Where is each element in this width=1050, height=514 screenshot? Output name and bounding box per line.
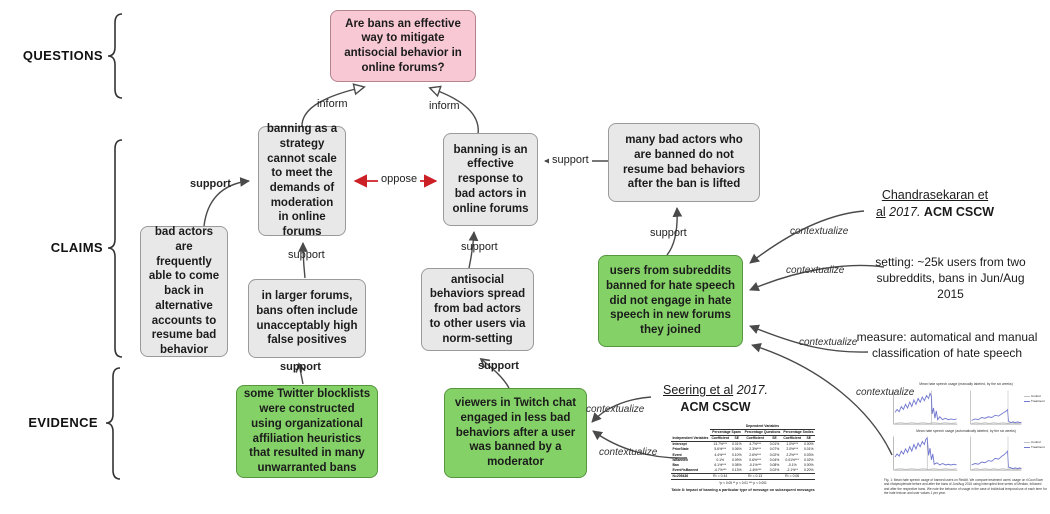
edge-label-support-twitch: support [478, 360, 519, 372]
regression-table [671, 424, 815, 480]
table-row: isBanned 0.1% 0.09% 0.6%*** 0.04% 0.01%*** 0.02% [672, 457, 814, 462]
edge-label-ctx-4: contextualize [856, 387, 915, 398]
citation-seering-year: 2017. [736, 383, 768, 397]
citation-seering-authors: Seering et al [663, 383, 734, 397]
note-measure[interactable]: measure: automatical and manual classification of hate speech [856, 330, 1038, 361]
edge-label-ctx-3: contextualize [799, 337, 858, 348]
edge-label-ctx-6: contextualize [599, 447, 658, 458]
table-group-spam: Percentage Spam [710, 430, 743, 436]
note-setting[interactable]: setting: ~25k users from two subreddits, bans in Jun/Aug 2015 [875, 255, 1026, 302]
chart-top-right [966, 389, 1022, 427]
legend-treatment: Treatment [1031, 444, 1045, 449]
table-row: Event 4.4%*** 0.10% 2.6%*** 0.02% 2.2%*** 0.03% [672, 452, 814, 457]
claim-node-false-positives[interactable]: in larger forums, bans often include unacceptably high false positives [248, 279, 366, 358]
table-subcol: SE [767, 436, 782, 442]
edge-label-inform-left: inform [317, 98, 348, 110]
claim-node-norm-setting[interactable]: antisocial behaviors spread from bad actors to other users via norm-setting [421, 268, 534, 351]
charts-title-mid: Mean hate speech usage (automatically labeled, by the six weeks) [916, 429, 1016, 433]
row-braces [106, 14, 122, 479]
table-footnote: *p < 0.05 ** p < 0.01 *** p < 0.001 [719, 481, 767, 486]
citation-seering-venue: ACM CSCW [680, 399, 751, 414]
table-row: PriorState 5.6%*** 0.06% 2.3%*** 0.07% 2.0%*** 0.01% [672, 447, 814, 452]
table-group-questions: Percentage Questions [744, 430, 781, 435]
regression-table-figure[interactable] [628, 424, 858, 492]
table-subcol: SE [730, 436, 743, 442]
legend-control: Control [1031, 440, 1041, 444]
edge-label-support-blocklists: support [280, 361, 321, 373]
claim-node-cannot-scale[interactable]: banning as a strategy cannot scale to meet the demands of moderation in online forums [258, 126, 346, 236]
citation-seering[interactable] [638, 382, 793, 416]
claim-node-come-back[interactable]: bad actors are frequently able to come back in alternative accounts to resume bad behavior [140, 226, 228, 357]
table-row: Ban 6.1%*** 0.08% -0.1%*** 0.08% -0.1% 0.00% [672, 462, 814, 467]
edge-label-ctx-1: contextualize [790, 226, 849, 237]
chart-bottom-left [888, 435, 958, 473]
table-subcol: Coefficient [783, 436, 801, 441]
edge-ctx-chandrasekaran-subreddits [750, 211, 864, 263]
row-label-claims: CLAIMS [50, 240, 103, 255]
chart-bottom-right [966, 435, 1022, 473]
table-caption: Table 8: Impact of banning a particular type of message on subsequent messages [671, 488, 815, 493]
table-row-header: Independent Variables [672, 435, 709, 440]
brace-evidence [106, 368, 120, 479]
chart-legend-bottom [1024, 440, 1050, 450]
evidence-node-twitch[interactable]: viewers in Twitch chat engaged in less bad behaviors after a user was banned by a moderator [444, 388, 587, 478]
citation-chandrasekaran-authors-line1: Chandrasekaran et [881, 188, 989, 202]
claim-node-effective-response[interactable]: banning is an effective response to bad actors in online forums [443, 133, 538, 226]
table-subcol: Coefficient [711, 436, 729, 441]
brace-questions [108, 14, 122, 98]
claim-node-no-resume[interactable]: many bad actors who are banned do not resume bad behaviors after the ban is lifted [608, 123, 760, 202]
row-label-evidence: EVIDENCE [28, 415, 98, 430]
charts-title-top: Mean hate speech usage (manually labeled, by the six weeks) [919, 382, 1013, 386]
table-subcol: Coefficient [743, 436, 767, 442]
row-label-questions: QUESTIONS [22, 48, 103, 63]
question-node[interactable]: Are bans an effective way to mitigate antisocial behavior in online forums? [330, 10, 476, 82]
citation-chandrasekaran-authors-line2: al [875, 204, 886, 219]
brace-claims [108, 140, 122, 357]
hate-speech-charts-figure[interactable] [884, 382, 1048, 512]
edge-label-support-subreddits: support [650, 227, 687, 239]
citation-chandrasekaran-year: 2017. [889, 204, 921, 219]
table-row: Intercept 13.7%*** 0.01% 4.7%*** 0.01% 1.0%*** 0.00% [672, 442, 814, 447]
edge-label-ctx-5: contextualize [586, 404, 645, 415]
citation-chandrasekaran-venue: ACM CSCW [923, 204, 995, 219]
edge-label-support-noresume: support [549, 154, 592, 166]
edge-label-ctx-2: contextualize [786, 265, 845, 276]
chart-legend-top [1024, 394, 1050, 404]
table-group-smiles: Percentage Smiles [783, 430, 814, 435]
mini-table-body [671, 442, 815, 480]
table-top-header: Dependent Variables [710, 424, 815, 430]
edge-label-support-normsetting: support [461, 241, 498, 253]
citation-chandrasekaran[interactable] [850, 187, 1020, 221]
edge-label-support-falsepos: support [288, 249, 325, 261]
charts-caption: Fig. 1: Mean hate speech usage of banned users on Reddit. We compare treatment users' usage on r/CoonTown and r/fatpeoplehate before and after the bans of Jun/Aug 2015 using interrupted time series of Median, followed and after the respective bans. We note the behavior of usage in the case of individual temporal use of each term for the hate lexicon and user values 1 per year. [884, 478, 1047, 495]
evidence-node-subreddits[interactable]: users from subreddits banned for hate speech did not engage in hate speech in new forums they joined [598, 255, 743, 347]
table-row: N=205436 R² = 0.44 R² = 0.13 R² = 0.06 [671, 473, 815, 479]
edge-label-inform-right: inform [429, 100, 460, 112]
legend-control: Control [1031, 394, 1041, 398]
edge-label-oppose: oppose [378, 173, 420, 185]
legend-treatment: Treatment [1031, 398, 1045, 403]
edge-label-support-comeback: support [190, 178, 231, 190]
evidence-node-blocklists[interactable]: some Twitter blocklists were constructed using organizational affiliation heuristics that resulted in many unwarranted bans [236, 385, 378, 478]
table-row: Event*isBanned -4.7%*** 0.13% -1.6%*** 0.02% -2.1%** 0.20% [672, 467, 814, 472]
table-subcol: SE [802, 436, 815, 442]
